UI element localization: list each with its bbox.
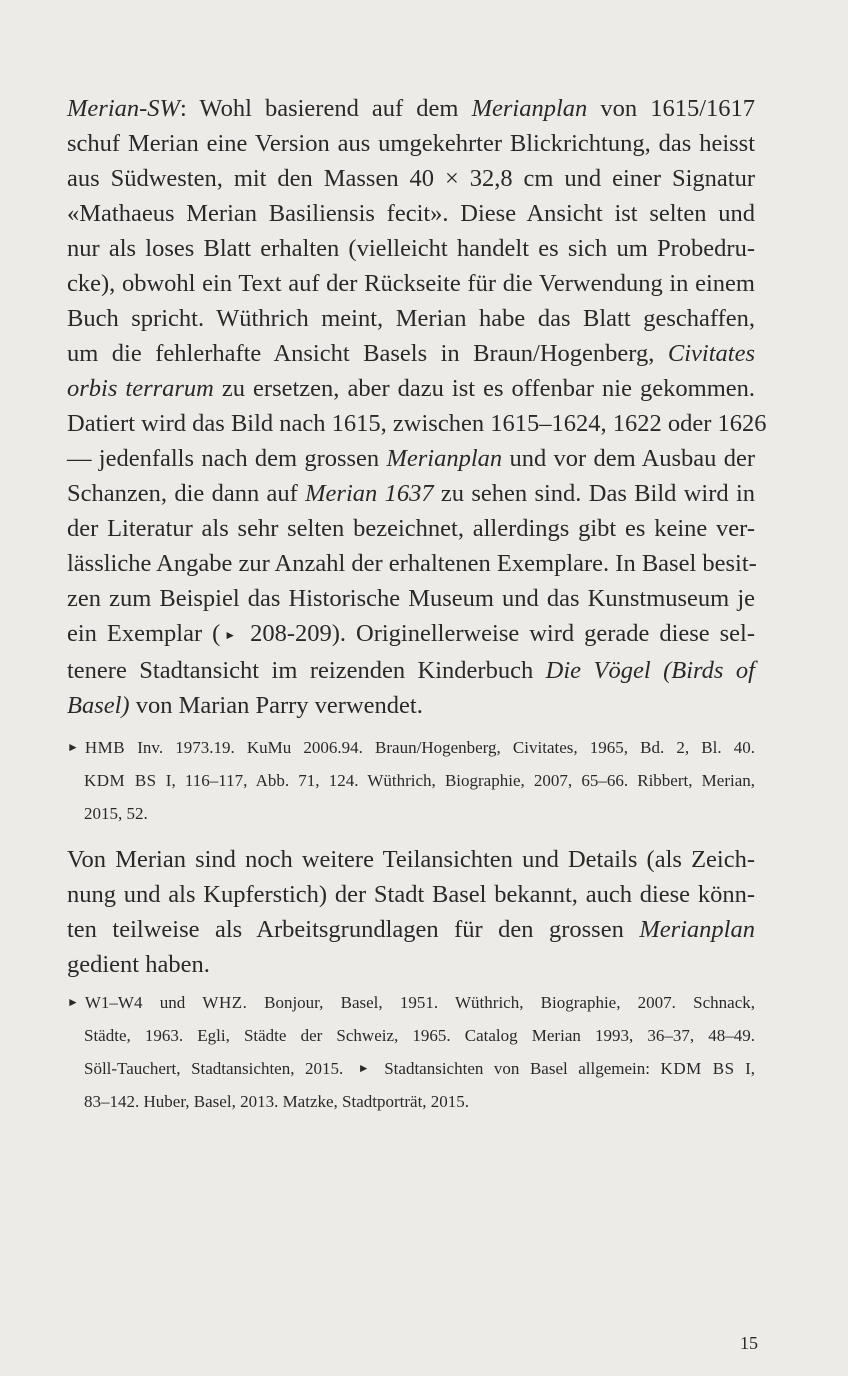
reference-line	[67, 764, 755, 797]
text-line: Datiert wird das Bild nach 1615, zwischen 1615–1624, 1622 oder 1626	[67, 410, 767, 437]
reference-block-2	[67, 986, 755, 1118]
text-run: von 1615/1617	[587, 95, 756, 122]
text-run: Schanzen, die dann auf	[67, 480, 306, 507]
reference-line	[67, 986, 755, 1019]
italic-title: Die Vögel (Birds of	[545, 657, 755, 684]
text-run: . Bonjour, Basel, 1951. Wüthrich, Biographie, 2007. Schnack,	[242, 993, 755, 1012]
text-line: nung und als Kupferstich) der Stadt Basel bekannt, auch diese könn-	[67, 881, 755, 908]
reference-line: Städte, 1963. Egli, Städte der Schweiz, 1965. Catalog Merian 1993, 36–37, 48–49.	[84, 1026, 755, 1045]
italic-term: Merianplan	[471, 95, 588, 122]
paragraph-teilansichten	[67, 842, 755, 982]
italic-title: Civitates	[667, 340, 755, 367]
text-line: cke), obwohl ein Text auf der Rückseite für die Verwendung in einem	[67, 270, 755, 297]
text-line: «Mathaeus Merian Basiliensis fecit». Diese Ansicht ist selten und	[67, 200, 755, 227]
text-line: lässliche Angabe zur Anzahl der erhaltenen Exemplare. In Basel besit-	[67, 550, 757, 577]
text-run: I,	[734, 1059, 755, 1078]
italic-title: orbis terrarum	[67, 375, 214, 402]
small-caps-abbrev: WHZ	[202, 993, 243, 1012]
text-line	[67, 336, 755, 371]
text-run: Söll-Tauchert, Stadtansichten, 2015.	[84, 1059, 354, 1078]
arrow-icon: ►	[67, 740, 79, 754]
text-line	[67, 912, 755, 947]
small-caps-abbrev: KDM BS	[84, 771, 157, 790]
text-line	[67, 616, 755, 653]
arrow-icon: ►	[357, 1061, 370, 1075]
text-line: gedient haben.	[67, 951, 210, 978]
text-line: Von Merian sind noch weitere Teilansichten und Details (als Zeich-	[67, 846, 755, 873]
text-line: Buch spricht. Wüthrich meint, Merian habe das Blatt geschaffen,	[67, 305, 755, 332]
text-run: zu sehen sind. Das Bild wird in	[433, 480, 756, 507]
text-run: Inv. 1973.19. KuMu 2006.94. Braun/Hogenberg, Civitates, 1965, Bd. 2, Bl. 40.	[125, 738, 755, 757]
text-run: ten teilweise als Arbeitsgrundlagen für den grossen	[67, 916, 640, 943]
text-line: nur als loses Blatt erhalten (vielleicht handelt es sich um Probedru-	[67, 235, 755, 262]
text-line	[67, 476, 755, 511]
text-run: 208-209). Originellerweise wird gerade diese sel-	[240, 620, 755, 647]
paragraph-merian-sw	[67, 91, 767, 723]
arrow-icon: ►	[224, 628, 237, 642]
italic-title: Basel)	[67, 692, 130, 719]
reference-line: 2015, 52.	[84, 804, 148, 823]
text-line: zen zum Beispiel das Historische Museum und das Kunstmuseum je	[67, 585, 755, 612]
reference-line: 83–142. Huber, Basel, 2013. Matzke, Stadtporträt, 2015.	[84, 1092, 470, 1111]
page-number: 15	[740, 1333, 758, 1353]
small-caps-abbrev: KDM BS	[660, 1059, 735, 1078]
text-run: — jedenfalls nach dem grossen	[67, 445, 387, 472]
text-run: und vor dem Ausbau der	[502, 445, 755, 472]
italic-term: Merian 1637	[305, 480, 434, 507]
text-run: W1–W4 und	[84, 993, 203, 1012]
reference-block-1	[67, 731, 755, 830]
text-run: um die fehlerhafte Ansicht Basels in Braun/Hogenberg,	[67, 340, 668, 367]
text-line	[67, 688, 755, 723]
text-run: Stadtansichten von Basel allgemein:	[373, 1059, 661, 1078]
text-run: tenere Stadtansicht im reizenden Kinderbuch	[67, 657, 546, 684]
text-run: zu ersetzen, aber dazu ist es offenbar nie gekommen.	[213, 375, 755, 402]
reference-line	[67, 731, 755, 764]
italic-term: Merian-SW	[67, 95, 180, 122]
small-caps-abbrev: HMB	[84, 738, 126, 757]
reference-line	[67, 1052, 755, 1085]
text-run: : Wohl basierend auf dem	[179, 95, 472, 122]
text-line	[67, 441, 755, 476]
text-line: aus Südwesten, mit den Massen 40 × 32,8 cm und einer Signatur	[67, 165, 755, 192]
text-line: der Literatur als sehr selten bezeichnet, allerdings gibt es keine ver-	[67, 515, 755, 542]
text-line	[67, 371, 755, 406]
italic-term: Merianplan	[386, 445, 503, 472]
italic-term: Merianplan	[639, 916, 755, 943]
arrow-icon: ►	[67, 995, 79, 1009]
text-line: schuf Merian eine Version aus umgekehrter Blickrichtung, das heisst	[67, 130, 755, 157]
text-run: I, 116–117, Abb. 71, 124. Wüthrich, Biographie, 2007, 65–66. Ribbert, Merian,	[156, 771, 756, 790]
text-run: von Marian Parry verwendet.	[129, 692, 423, 719]
text-line	[67, 653, 755, 688]
text-line	[67, 91, 755, 126]
text-run: ein Exemplar (	[67, 620, 221, 647]
